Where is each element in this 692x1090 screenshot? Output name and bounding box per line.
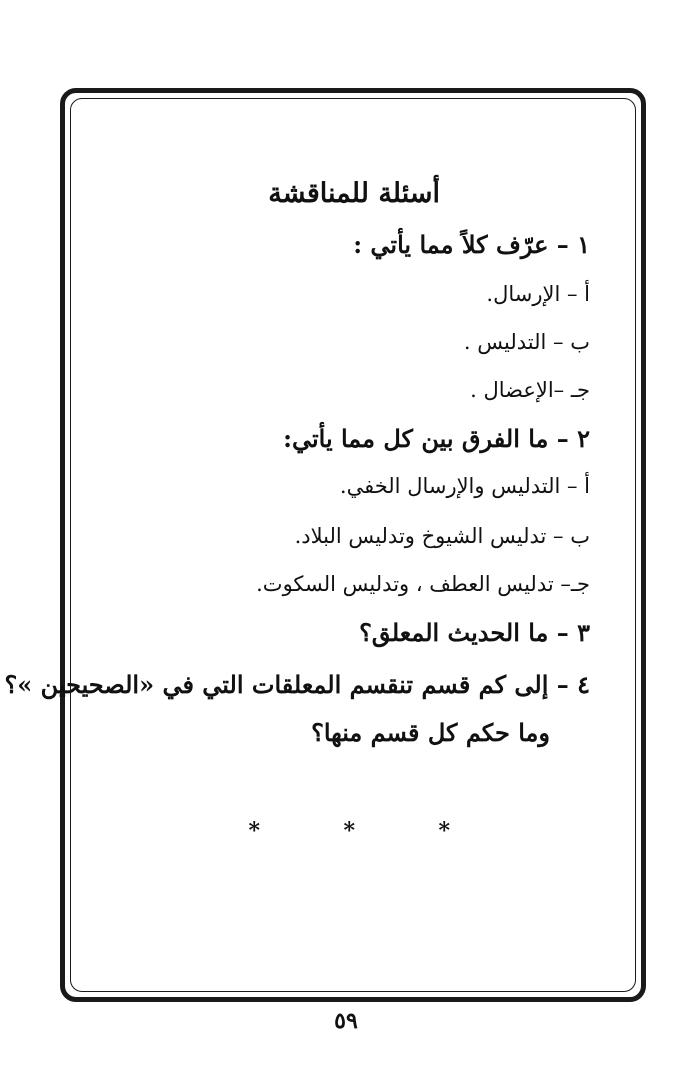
section-separator (100, 818, 590, 848)
question-1-item-a: أ – الإرسال. (486, 282, 590, 306)
question-4-continuation: وما حكم كل قسم منها؟ (311, 718, 550, 747)
separator-star: * (343, 818, 355, 844)
question-1: ١ – عرّف كلاً مما يأتي : (353, 230, 590, 259)
question-2: ٢ – ما الفرق بين كل مما يأتي: (283, 424, 590, 453)
separator-star: * (438, 818, 450, 844)
separator-star: * (248, 818, 260, 844)
page-number: ٥٩ (334, 1008, 358, 1034)
question-1-item-b: ب – التدليس . (463, 330, 590, 354)
question-4: ٤ – إلى كم قسم تنقسم المعلقات التي في «الصحيحين »؟ (4, 670, 590, 699)
page-content (4, 98, 590, 978)
question-3: ٣ – ما الحديث المعلق؟ (359, 618, 590, 647)
question-2-item-a: أ – التدليس والإرسال الخفي. (339, 474, 590, 498)
page-title: أسئلة للمناقشة (268, 178, 440, 209)
question-2-item-c: جـ– تدليس العطف ، وتدليس السكوت. (256, 572, 590, 596)
question-1-item-c: جـ –الإعضال . (470, 378, 590, 402)
question-2-item-b: ب – تدليس الشيوخ وتدليس البلاد. (294, 524, 590, 548)
